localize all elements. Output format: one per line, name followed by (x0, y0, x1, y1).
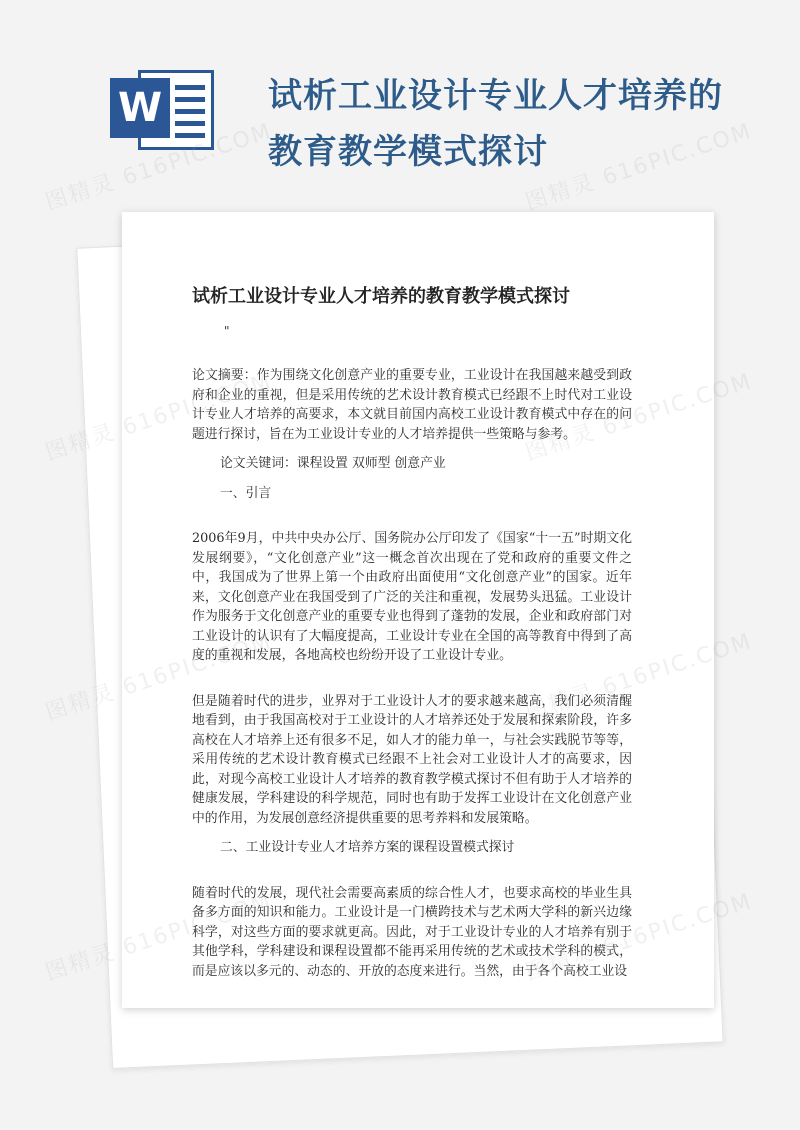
watermark: 图精灵 616PIC.COM (522, 118, 756, 216)
keywords-line: 论文关键词：课程设置 双师型 创意产业 (220, 456, 446, 471)
body-paragraph-2: 但是随着时代的进步，业界对于工业设计人才的要求越来越高，我们必须清醒地看到，由于我国高校对于工业设计的人才培养还处于发展和探索阶段，许多高校在人才培养上还有很多不足，如人才的能力单一，与社会实践脱节等等，采用传统的艺术设计教育模式已经跟不上社会对工业设计人才的高要求，因此，对现今高校工业设计人才培养的教育教学模式探讨不但有助于人才培养的健康发展，学科建设的科学规范，同时也有助于发挥工业设计在文化创意产业中的作用，为发展创意经济提供重要的思考养料和发展策略。 (192, 693, 632, 826)
page-header (0, 0, 800, 200)
body-paragraph-1: 2006年9月，中共中央办公厅、国务院办公厅印发了《国家“十一五”时期文化发展纲要》，“文化创意产业”这一概念首次出现在了党和政府的重要文件之中，我国成为了世界上第一个由政府出面使用“文化创意产业”的国家。近年来，文化创意产业在我国受到了广泛的关注和重视，发展势头迅猛。工业设计作为服务于文化创意产业的重要专业也得到了蓬勃的发展，企业和政府部门对工业设计的认识有了大幅度提高，工业设计专业在全国的高等教育中得到了高度的重视和发展，各地高校也纷纷开设了工业设计专业。 (192, 531, 632, 663)
page-title (268, 68, 788, 180)
abstract-paragraph: 论文摘要：作为围绕文化创意产业的重要专业，工业设计在我国越来越受到政府和企业的重视，但是采用传统的艺术设计教育模式已经跟不上时代对工业设计专业人才培养的高要求，本文就目前国内高校工业设计教育模式中存在的问题进行探讨，旨在为工业设计专业的人才培养提供一些策略与参考。 (192, 368, 632, 442)
section-heading-2: 二、工业设计专业人才培养方案的课程设置模式探讨 (220, 840, 515, 855)
body-paragraph-3: 随着时代的发展，现代社会需要高素质的综合性人才，也要求高校的毕业生具备多方面的知识和能力。工业设计是一门横跨技术与艺术两大学科的新兴边缘科学，对这些方面的要求就更高。因此，对于工业设计专业的人才培养有别于其他学科，学科建设和课程设置都不能再采用传统的艺术或技术学科的模式，而是应该以多元的、动态的、开放的态度来进行。当然，由于各个高校工业设 (192, 885, 632, 979)
watermark: 图精灵 (42, 419, 119, 466)
document-content (192, 284, 632, 991)
document-page (122, 212, 714, 1008)
watermark: 图精灵 (42, 679, 119, 726)
page-title-line1: 试析工业设计专业人才培养的 (268, 76, 723, 116)
document-title: 试析工业设计专业人才培养的教育教学模式探讨 (192, 286, 570, 307)
word-badge: W (110, 78, 170, 138)
page-title-line2: 教育教学模式探讨 (268, 132, 548, 172)
watermark: 图精灵 616PIC.COM (42, 118, 276, 216)
quote-mark: " (224, 324, 230, 338)
section-heading-1: 一、引言 (220, 485, 272, 501)
word-document-icon (110, 66, 216, 152)
watermark: 图精灵 (42, 939, 119, 986)
